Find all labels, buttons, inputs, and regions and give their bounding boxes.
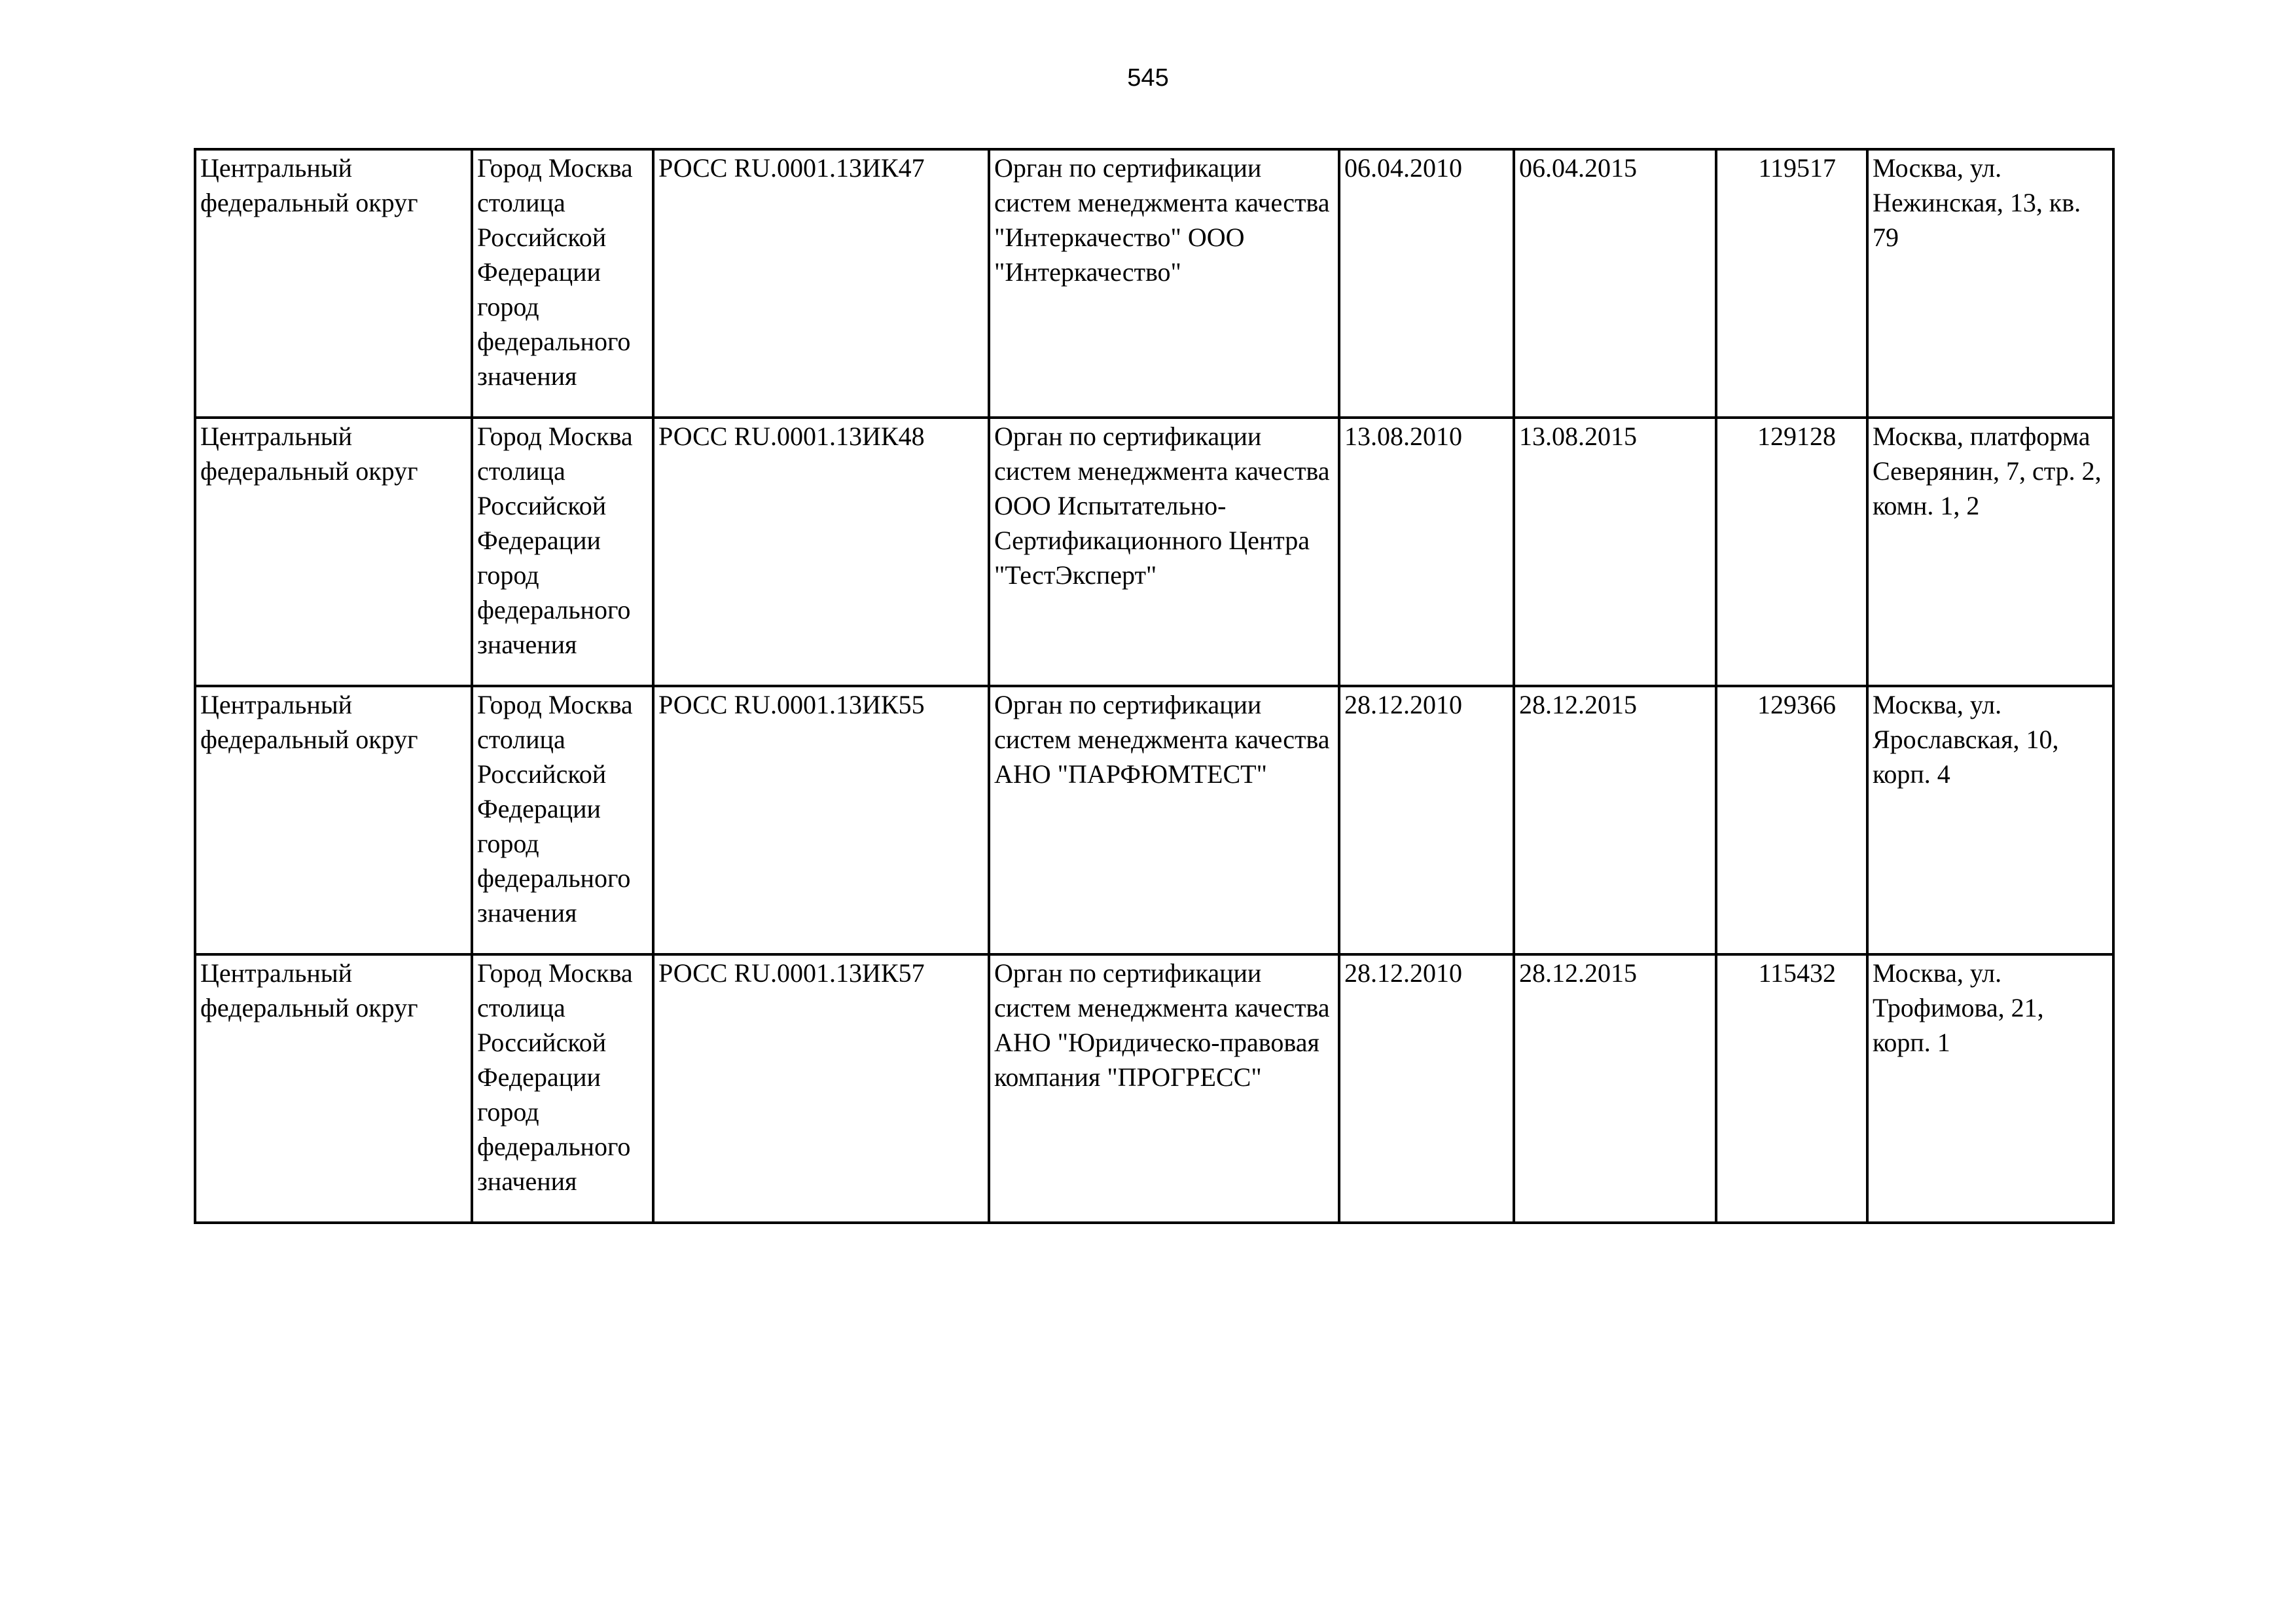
region-cell: Город Москва столица Российской Федерации город федерального значения [472,954,653,1223]
district-cell: Центральный федеральный округ [195,686,472,954]
date-from-cell: 13.08.2010 [1339,418,1514,686]
region-cell: Город Москва столица Российской Федерации город федерального значения [472,686,653,954]
table-row [195,418,2113,686]
date-to-cell: 06.04.2015 [1514,149,1716,418]
region-cell: Город Москва столица Российской Федерации город федерального значения [472,418,653,686]
postal-code-cell: 119517 [1716,149,1867,418]
date-to-cell: 28.12.2015 [1514,954,1716,1223]
table-row [195,149,2113,418]
organization-cell: Орган по сертификации систем менеджмента качества ООО Испытательно-Сертификационного Центра "ТестЭксперт" [989,418,1339,686]
address-cell: Москва, платформа Северянин, 7, стр. 2, комн. 1, 2 [1867,418,2113,686]
date-from-cell: 28.12.2010 [1339,954,1514,1223]
registration-number-cell: РОСС RU.0001.13ИК57 [653,954,989,1223]
date-from-cell: 06.04.2010 [1339,149,1514,418]
district-cell: Центральный федеральный округ [195,954,472,1223]
district-cell: Центральный федеральный округ [195,418,472,686]
address-cell: Москва, ул. Ярославская, 10, корп. 4 [1867,686,2113,954]
page-number: 545 [1127,64,1169,92]
registration-number-cell: РОСС RU.0001.13ИК47 [653,149,989,418]
date-to-cell: 28.12.2015 [1514,686,1716,954]
date-to-cell: 13.08.2015 [1514,418,1716,686]
organization-cell: Орган по сертификации систем менеджмента качества АНО "Юридическо-правовая компания "ПРОГРЕСС" [989,954,1339,1223]
postal-code-cell: 129366 [1716,686,1867,954]
address-cell: Москва, ул. Нежинская, 13, кв. 79 [1867,149,2113,418]
certification-bodies-table [194,148,2115,1224]
organization-cell: Орган по сертификации систем менеджмента качества "Интеркачество" ООО "Интеркачество" [989,149,1339,418]
district-cell: Центральный федеральный округ [195,149,472,418]
address-cell: Москва, ул. Трофимова, 21, корп. 1 [1867,954,2113,1223]
postal-code-cell: 115432 [1716,954,1867,1223]
table-row [195,954,2113,1223]
registration-number-cell: РОСС RU.0001.13ИК55 [653,686,989,954]
date-from-cell: 28.12.2010 [1339,686,1514,954]
region-cell: Город Москва столица Российской Федерации город федерального значения [472,149,653,418]
postal-code-cell: 129128 [1716,418,1867,686]
organization-cell: Орган по сертификации систем менеджмента качества АНО "ПАРФЮМТЕСТ" [989,686,1339,954]
table-row [195,686,2113,954]
registration-number-cell: РОСС RU.0001.13ИК48 [653,418,989,686]
